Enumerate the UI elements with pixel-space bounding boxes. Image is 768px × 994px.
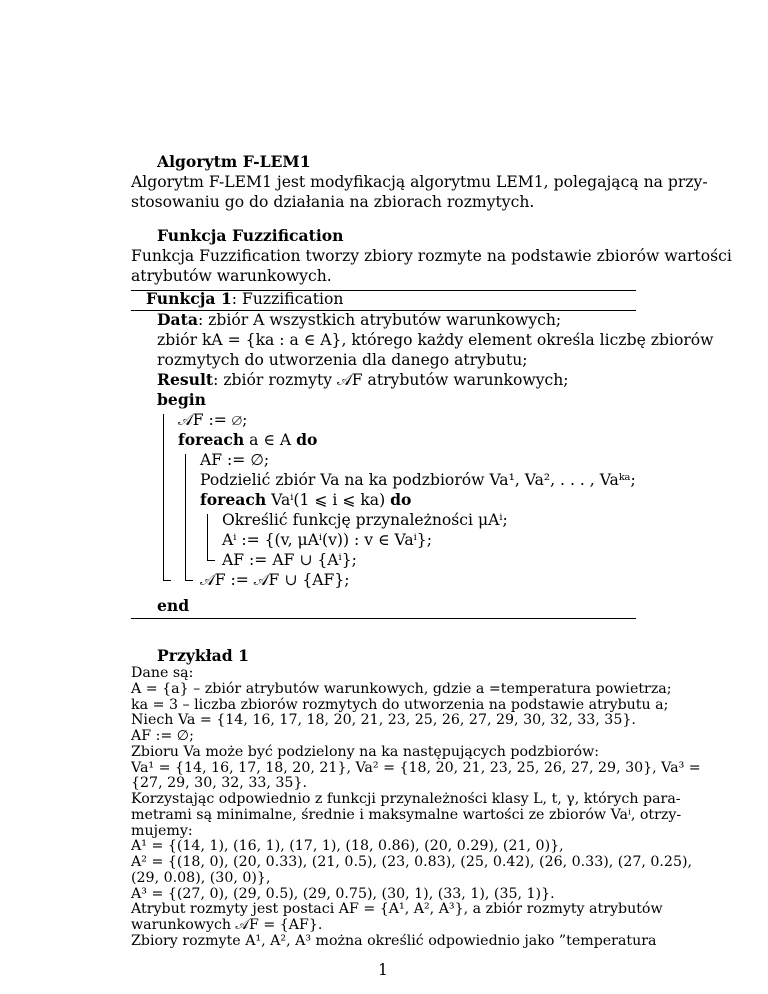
example-title: Przykład 1 [157, 646, 249, 665]
example-line: A³ = {(27, 0), (29, 0.5), (29, 0.75), (30, 1), (33, 1), (35, 1)}. [131, 885, 555, 902]
foreach-keyword: foreach [178, 430, 245, 449]
paragraph-line: stosowaniu go do działania na zbiorach rozmytych. [131, 193, 535, 211]
example-line: A² = {(18, 0), (20, 0.33), (21, 0.5), (23, 0.83), (25, 0.42), (26, 0.33), (27, 0.25), [131, 854, 693, 871]
example-line: metrami są minimalne, średnie i maksymalne wartości ze zbiorów Vaⁱ, otrzy- [131, 806, 682, 823]
paragraph-line: Algorytm F-LEM1 jest modyfikacją algorytmu LEM1, polegającą na przy- [131, 173, 708, 191]
data-keyword: Data [157, 310, 198, 329]
page-number: 1 [378, 961, 388, 979]
do-keyword: do [390, 490, 412, 509]
begin-block-tick [163, 580, 171, 581]
example-line: Atrybut rozmyty jest postaci AF = {A¹, A², A³}, a zbiór rozmyty atrybutów [131, 901, 663, 918]
foreach-condition: a ∈ A [244, 431, 297, 449]
example-line: Va¹ = {14, 16, 17, 18, 20, 21}, Va² = {18, 20, 21, 23, 25, 26, 27, 29, 30}, Va³ = [131, 759, 701, 776]
result-keyword: Result [157, 370, 214, 389]
begin-keyword: begin [157, 390, 206, 409]
foreach-outer-block-tick [185, 580, 193, 581]
foreach-inner-line [200, 490, 411, 510]
algorithm-line: zbiór kA = {ka : a ∈ A}, którego każdy element określa liczbę zbiorów [157, 331, 714, 349]
algorithm-line: Określić funkcję przynależności μAⁱ; [222, 511, 508, 529]
example-line: mujemy: [131, 822, 193, 839]
algorithm-caption [146, 289, 343, 309]
algorithm-result-line [157, 370, 569, 390]
algorithm-line: Podzielić zbiór Va na ka podzbiorów Va¹, Va², . . . , Vaᵏᵃ; [200, 471, 636, 489]
example-line: Korzystając odpowiednio z funkcji przynależności klasy L, t, γ, których para- [131, 791, 681, 808]
section-title-algorithm: Algorytm F-LEM1 [157, 152, 311, 171]
algorithm-data-line [157, 310, 561, 330]
do-keyword: do [296, 430, 318, 449]
foreach-inner-block-bar [207, 514, 208, 560]
example-line: A¹ = {(14, 1), (16, 1), (17, 1), (18, 0.86), (20, 0.29), (21, 0)}, [131, 838, 564, 855]
algorithm-line: Aⁱ := {(v, μAⁱ(v)) : v ∈ Vaⁱ}; [222, 531, 432, 549]
begin-block-bar [163, 414, 164, 580]
algorithm-bottom-rule [131, 618, 636, 619]
paragraph-line: atrybutów warunkowych. [131, 267, 332, 285]
algorithm-line: AF := ∅; [200, 451, 270, 469]
example-line: Niech Va = {14, 16, 17, 18, 20, 21, 23, 25, 26, 27, 29, 30, 32, 33, 35}. [131, 712, 636, 729]
foreach-keyword: foreach [200, 490, 267, 509]
algorithm-line: AF := AF ∪ {Aⁱ}; [222, 551, 357, 569]
example-line: AF := ∅; [131, 728, 194, 745]
algorithm-caption-name: : Fuzzification [231, 290, 344, 308]
section-title-function: Funkcja Fuzzification [157, 226, 344, 245]
algorithm-line: 𝒜F := 𝒜F ∪ {AF}; [200, 571, 350, 589]
example-line: (29, 0.08), (30, 0)}, [131, 869, 271, 886]
algorithm-line: rozmytych do utworzenia dla danego atrybutu; [157, 351, 528, 369]
data-text: : zbiór A wszystkich atrybutów warunkowych; [197, 311, 562, 329]
paragraph-line: Funkcja Fuzzification tworzy zbiory rozmyte na podstawie zbiorów wartości [131, 247, 732, 265]
example-line: warunkowych 𝒜F = {AF}. [131, 917, 323, 934]
example-line: Zbioru Va może być podzielony na ka następujących podzbiorów: [131, 743, 600, 760]
example-line: Dane są: [131, 665, 194, 681]
foreach-outer-block-bar [185, 454, 186, 580]
end-keyword: end [157, 596, 190, 615]
result-text: : zbiór rozmyty 𝒜F atrybutów warunkowych; [213, 371, 569, 389]
example-line: A = {a} – zbiór atrybutów warunkowych, gdzie a =temperatura powietrza; [131, 680, 672, 697]
example-line: ka = 3 – liczba zbiorów rozmytych do utworzenia na podstawie atrybutu a; [131, 696, 669, 713]
algorithm-line: 𝒜F := ∅; [178, 411, 248, 429]
foreach-condition: Vaⁱ(1 ⩽ i ⩽ ka) [266, 491, 391, 509]
algorithm-caption-label: Funkcja 1 [146, 289, 232, 308]
foreach-inner-block-tick [207, 560, 215, 561]
foreach-outer-line [178, 430, 317, 450]
example-line: Zbiory rozmyte A¹, A², A³ można określić odpowiednio jako ”temperatura [131, 933, 657, 949]
example-line: {27, 29, 30, 32, 33, 35}. [131, 775, 307, 792]
